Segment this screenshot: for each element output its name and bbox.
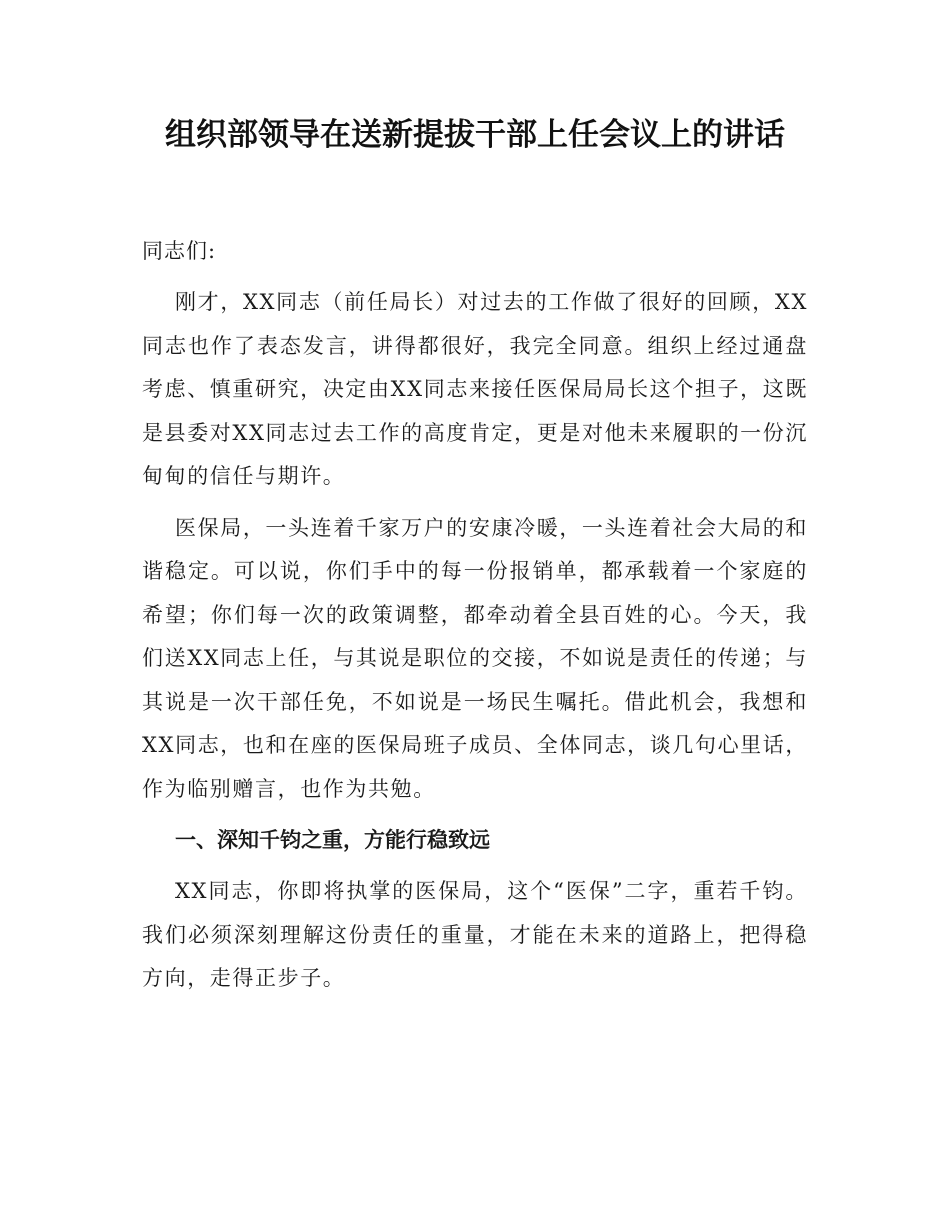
document-page	[142, 112, 808, 1001]
body-paragraph: 医保局，一头连着千家万户的安康冷暖，一头连着社会大局的和谐稳定。可以说，你们手中的每一份报销单，都承载着一个家庭的希望；你们每一次的政策调整，都牵动着全县百姓的心。今天，我们送XX同志上任，与其说是职位的交接，不如说是责任的传递；与其说是一次干部任免，不如说是一场民生嘱托。借此机会，我想和XX同志，也和在座的医保局班子成员、全体同志，谈几句心里话，作为临别赠言，也作为共勉。	[142, 515, 808, 801]
section-paragraph: XX同志，你即将执掌的医保局，这个“医保”二字，重若千钧。我们必须深刻理解这份责任的重量，才能在未来的道路上，把得稳方向，走得正步子。	[142, 879, 808, 990]
section-heading: 一、深知千钧之重，方能行稳致远	[175, 828, 490, 852]
body-paragraph: 刚才，XX同志（前任局长）对过去的工作做了很好的回顾，XX同志也作了表态发言，讲得都很好，我完全同意。组织上经过通盘考虑、慎重研究，决定由XX同志来接任医保局局长这个担子，这既是县委对XX同志过去工作的高度肯定，更是对他未来履职的一份沉甸甸的信任与期许。	[142, 290, 808, 488]
document-title: 组织部领导在送新提拔干部上任会议上的讲话	[165, 117, 785, 153]
salutation: 同志们:	[142, 239, 217, 263]
